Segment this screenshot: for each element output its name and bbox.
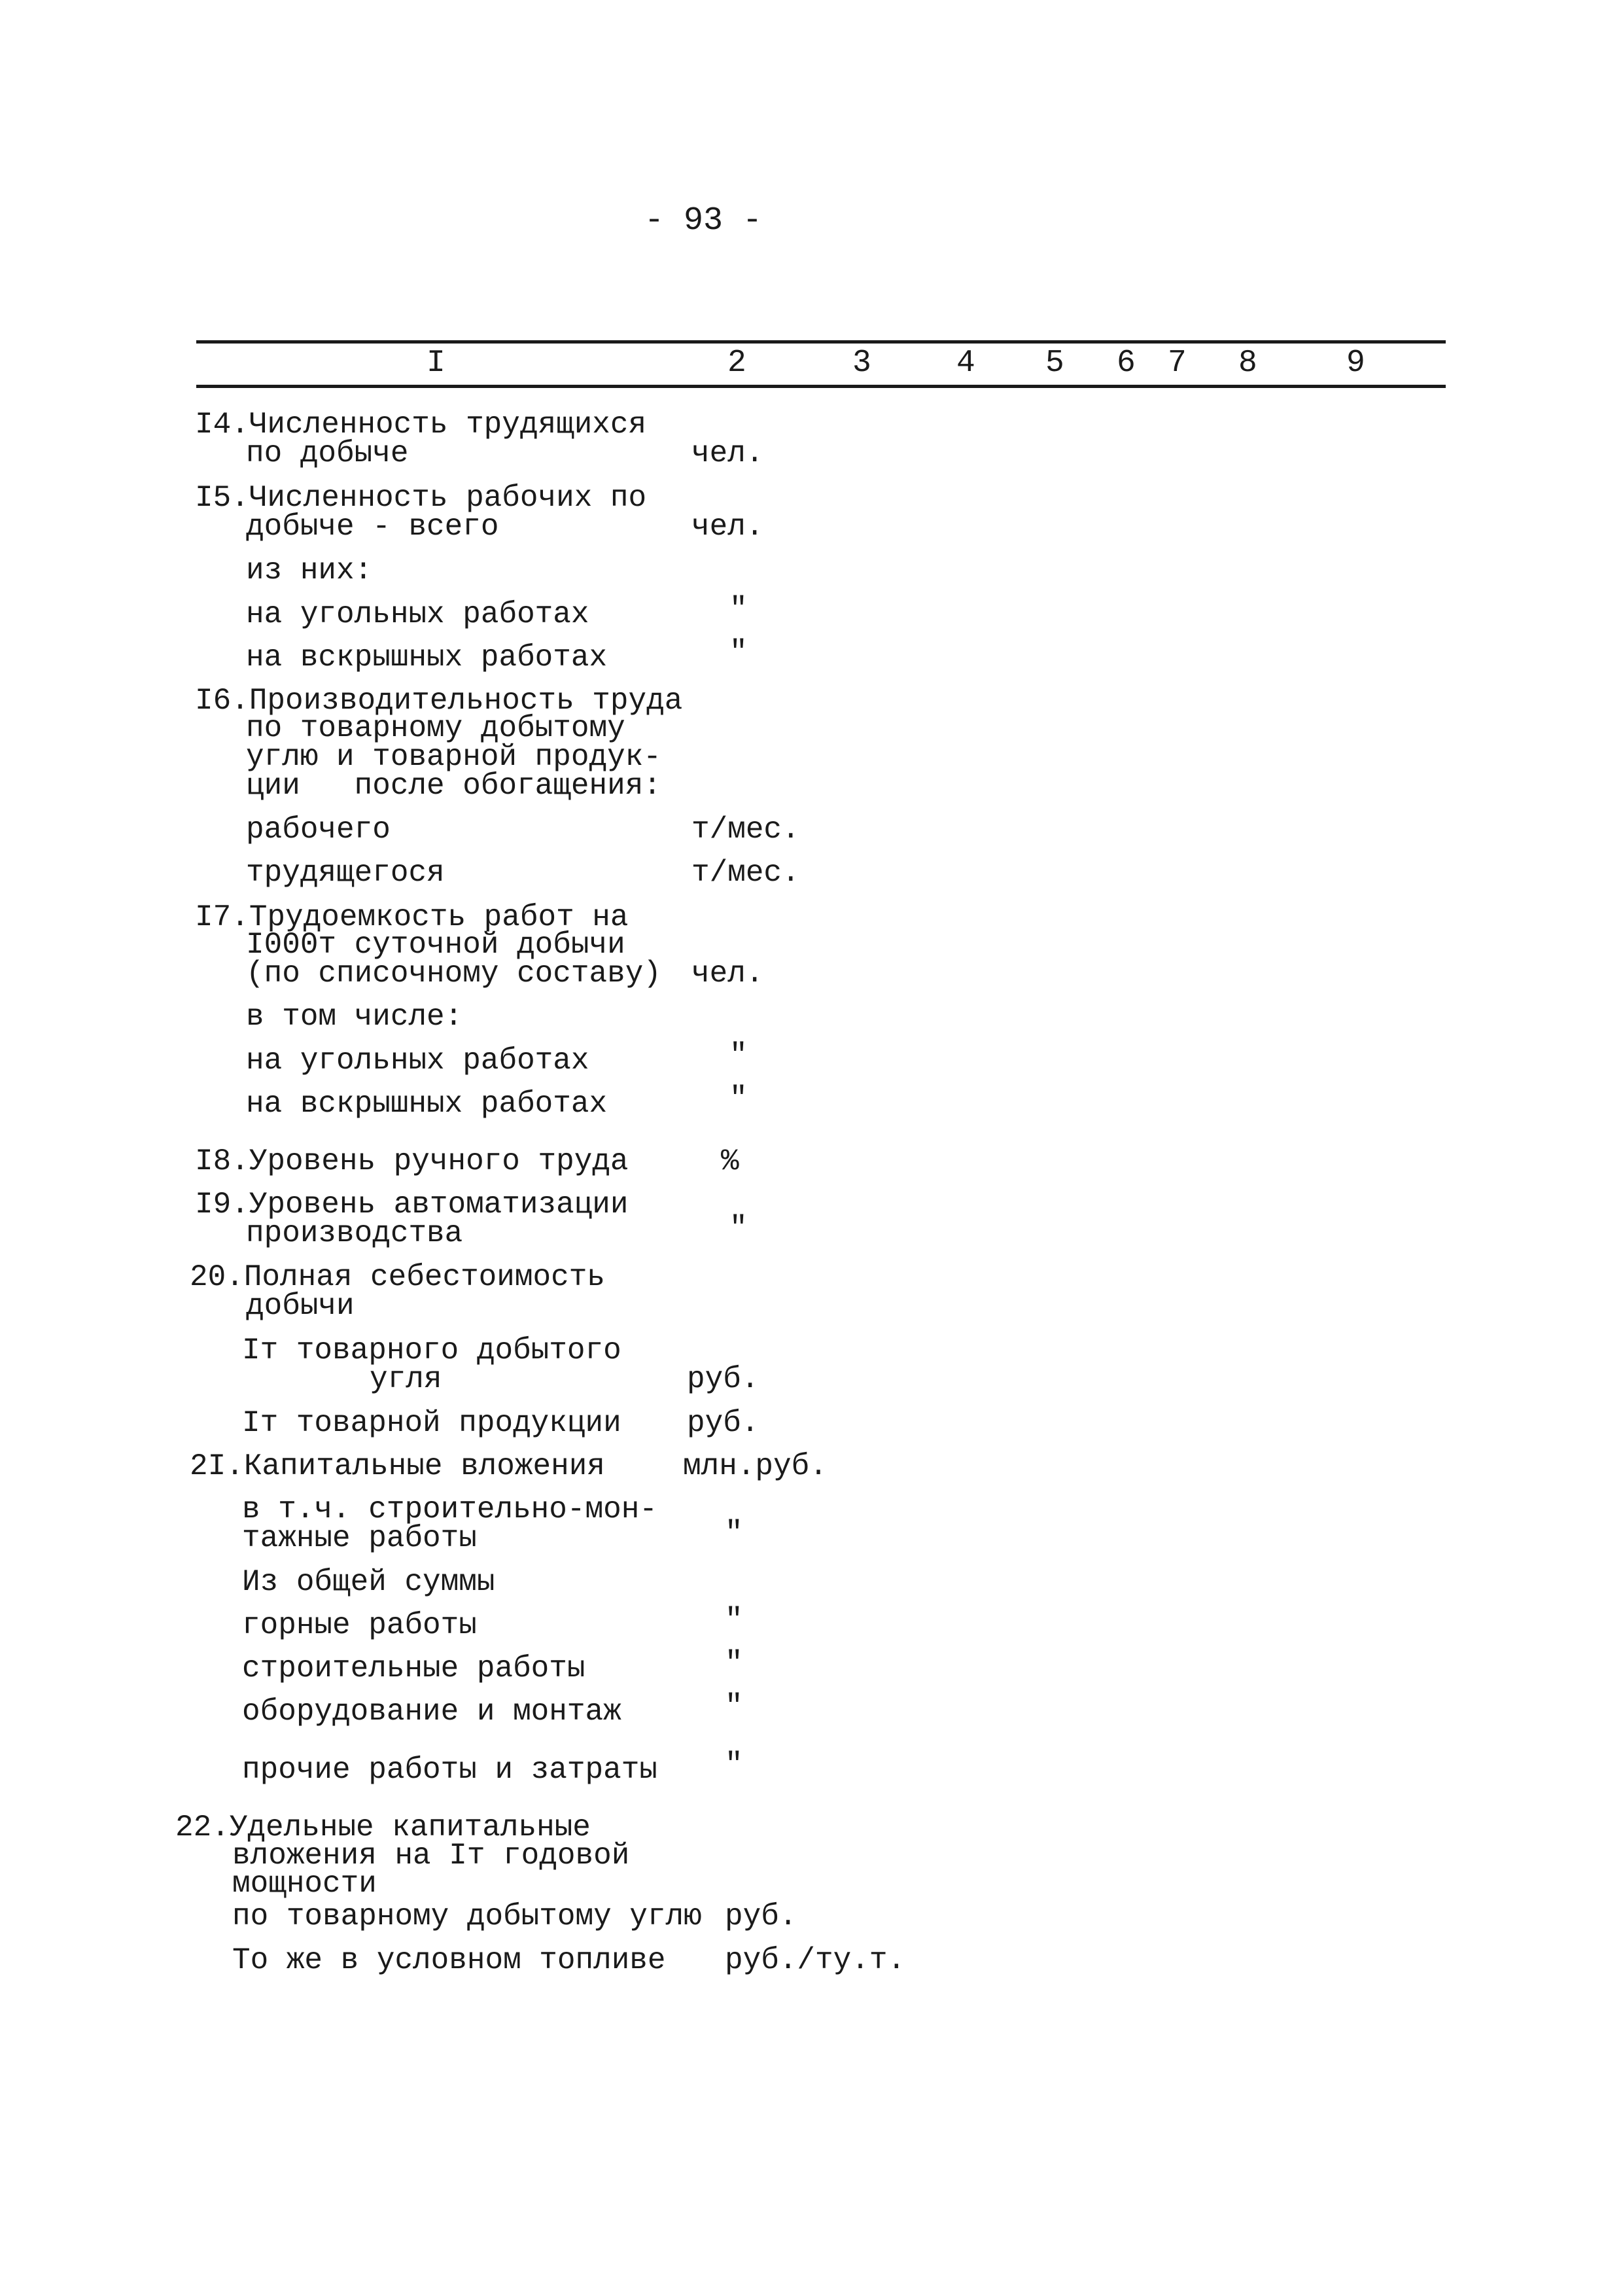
row-unit: " xyxy=(729,635,748,669)
header-top-rule xyxy=(196,340,1446,344)
header-bottom-rule xyxy=(196,385,1446,388)
row-text: производства xyxy=(246,1216,463,1250)
row-text: на вскрышных работах xyxy=(246,1087,608,1121)
row-unit: руб. xyxy=(725,1899,797,1934)
row-unit: т/мес. xyxy=(691,856,800,890)
row-text: строительные работы xyxy=(242,1651,585,1686)
row-text: ции после обогащения: xyxy=(246,769,661,803)
row-unit: руб. xyxy=(687,1406,759,1440)
row-text: Iт товарной продукции xyxy=(242,1406,621,1440)
row-unit: руб. xyxy=(687,1362,759,1396)
row-unit: чел. xyxy=(691,957,764,991)
row-text: 20.Полная себестоимость xyxy=(190,1260,605,1294)
row-text: на угольных работах xyxy=(246,1044,589,1078)
row-unit: " xyxy=(729,1211,748,1245)
row-unit: млн.руб. xyxy=(683,1449,828,1483)
row-unit: чел. xyxy=(691,510,764,544)
row-unit: " xyxy=(725,1748,743,1782)
row-text: на угольных работах xyxy=(246,597,589,631)
row-text: добыче - всего xyxy=(246,510,499,544)
row-text: угля xyxy=(370,1362,442,1396)
col-header-4: 4 xyxy=(956,345,975,381)
row-text: I6.Производительность труда xyxy=(195,684,683,718)
col-header-2: 2 xyxy=(727,345,746,381)
row-unit: " xyxy=(725,1646,743,1680)
row-unit: т/мес. xyxy=(691,813,800,847)
row-unit: % xyxy=(721,1144,739,1178)
row-text: вложения на Iт годовой xyxy=(232,1839,630,1873)
col-header-6: 6 xyxy=(1117,345,1136,381)
row-unit: чел. xyxy=(691,436,764,470)
row-text: То же в условном топливе xyxy=(232,1943,666,1977)
col-header-1: I xyxy=(427,345,445,381)
row-unit: " xyxy=(725,1689,743,1723)
col-header-5: 5 xyxy=(1045,345,1064,381)
row-text: рабочего xyxy=(246,813,391,847)
row-text: прочие работы и затраты xyxy=(242,1753,657,1787)
row-text: (по списочному составу) xyxy=(246,957,661,991)
row-unit: руб./ту.т. xyxy=(725,1943,906,1977)
row-text: горные работы xyxy=(242,1608,477,1642)
row-text: на вскрышных работах xyxy=(246,641,608,675)
row-unit: " xyxy=(729,1082,748,1116)
col-header-8: 8 xyxy=(1238,345,1257,381)
row-text: I000т суточной добычи xyxy=(246,928,625,962)
row-text: углю и товарной продук- xyxy=(246,740,661,774)
col-header-3: 3 xyxy=(852,345,871,381)
row-text: тажные работы xyxy=(242,1521,477,1555)
row-text: Iт товарного добытого xyxy=(242,1333,621,1368)
row-text: оборудование и монтаж xyxy=(242,1695,621,1729)
row-text: в том числе: xyxy=(246,1000,463,1034)
row-text: по товарному добытому xyxy=(246,711,625,745)
row-text: добычи xyxy=(246,1289,355,1323)
row-text: по товарному добытому углю xyxy=(232,1899,702,1934)
row-text: I7.Трудоемкость работ на xyxy=(195,900,629,934)
row-text: I4.Численность трудящихся xyxy=(195,408,647,442)
col-header-9: 9 xyxy=(1346,345,1365,381)
row-text: Из общей суммы xyxy=(242,1565,495,1599)
row-text: I9.Уровень автоматизации xyxy=(195,1188,629,1222)
row-text: 22.Удельные капитальные xyxy=(175,1810,591,1845)
row-text: I5.Численность рабочих по xyxy=(195,481,647,515)
row-unit: " xyxy=(729,1038,748,1072)
row-text: в т.ч. строительно-мон- xyxy=(242,1492,657,1527)
page-number: - 93 - xyxy=(644,202,763,239)
row-text: 2I.Капитальные вложения xyxy=(190,1449,605,1483)
col-header-7: 7 xyxy=(1168,345,1187,381)
row-text: трудящегося xyxy=(246,856,445,890)
row-text: I8.Уровень ручного труда xyxy=(195,1144,629,1178)
row-unit: " xyxy=(729,592,748,626)
row-text: из них: xyxy=(246,554,373,588)
row-unit: " xyxy=(725,1516,743,1550)
row-text: мощности xyxy=(232,1867,377,1901)
row-text: по добыче xyxy=(246,436,409,470)
row-unit: " xyxy=(725,1603,743,1637)
